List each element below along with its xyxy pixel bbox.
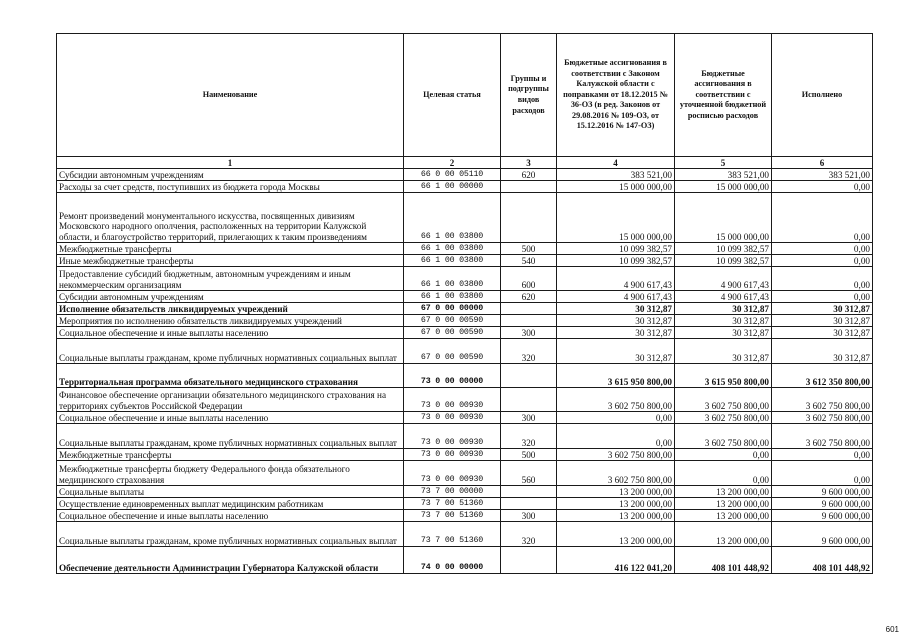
row-budget-law: 30 312,87 xyxy=(557,303,675,315)
row-expense-group xyxy=(501,388,557,412)
row-executed: 0,00 xyxy=(772,181,873,193)
row-executed: 0,00 xyxy=(772,193,873,243)
row-name: Мероприятия по исполнению обязательств ликвидируемых учреждений xyxy=(57,315,404,327)
row-expense-group xyxy=(501,193,557,243)
row-target-code: 67 0 00 00590 xyxy=(404,327,501,339)
row-budget-list: 3 615 950 800,00 xyxy=(675,364,772,388)
row-name: Межбюджетные трансферты xyxy=(57,243,404,255)
row-expense-group xyxy=(501,486,557,498)
column-number: 1 xyxy=(57,157,404,169)
row-expense-group: 500 xyxy=(501,243,557,255)
row-executed: 3 602 750 800,00 xyxy=(772,424,873,449)
row-budget-law: 13 200 000,00 xyxy=(557,498,675,510)
row-expense-group: 600 xyxy=(501,267,557,291)
row-budget-law: 30 312,87 xyxy=(557,327,675,339)
row-executed: 3 612 350 800,00 xyxy=(772,364,873,388)
row-name: Ремонт произведений монументального искусства, посвященных дивизиям Московского народного ополчения, расположенных на территории Калужской области, и благоустройство территорий, прилегающих к таким произведениям xyxy=(57,193,404,243)
row-expense-group xyxy=(501,547,557,574)
row-name: Межбюджетные трансферты бюджету Федерального фонда обязательного медицинского страхования xyxy=(57,461,404,486)
row-budget-law: 10 099 382,57 xyxy=(557,243,675,255)
row-name: Финансовое обеспечение организации обязательного медицинского страхования на территориях субъектов Российской Федерации xyxy=(57,388,404,412)
row-target-code: 73 0 00 00000 xyxy=(404,364,501,388)
header-budget-list: Бюджетные ассигнования в соответствии с уточненной бюджетной росписью расходов xyxy=(675,34,772,157)
row-target-code: 66 1 00 03800 xyxy=(404,243,501,255)
row-target-code: 73 7 00 51360 xyxy=(404,510,501,522)
row-executed: 9 600 000,00 xyxy=(772,510,873,522)
row-budget-law: 3 602 750 800,00 xyxy=(557,461,675,486)
row-budget-law: 0,00 xyxy=(557,424,675,449)
row-name: Социальное обеспечение и иные выплаты населению xyxy=(57,510,404,522)
row-budget-law: 4 900 617,43 xyxy=(557,267,675,291)
row-target-code: 73 0 00 00930 xyxy=(404,412,501,424)
table-row xyxy=(57,498,873,510)
row-executed: 383 521,00 xyxy=(772,169,873,181)
row-budget-list: 3 602 750 800,00 xyxy=(675,412,772,424)
row-target-code: 73 0 00 00930 xyxy=(404,449,501,461)
header-groups: Группы и подгруппы видов расходов xyxy=(501,34,557,157)
row-target-code: 66 1 00 03800 xyxy=(404,255,501,267)
row-budget-list: 0,00 xyxy=(675,449,772,461)
table-row xyxy=(57,547,873,574)
row-target-code: 73 7 00 51360 xyxy=(404,522,501,547)
row-executed: 30 312,87 xyxy=(772,315,873,327)
row-budget-list: 15 000 000,00 xyxy=(675,181,772,193)
row-budget-law: 3 615 950 800,00 xyxy=(557,364,675,388)
row-budget-law: 30 312,87 xyxy=(557,315,675,327)
row-executed: 3 602 750 800,00 xyxy=(772,412,873,424)
row-budget-law: 30 312,87 xyxy=(557,339,675,364)
row-budget-law: 15 000 000,00 xyxy=(557,193,675,243)
table-row xyxy=(57,461,873,486)
row-target-code: 67 0 00 00000 xyxy=(404,303,501,315)
table-header xyxy=(57,34,873,169)
row-budget-list: 13 200 000,00 xyxy=(675,486,772,498)
column-number: 6 xyxy=(772,157,873,169)
row-budget-law: 15 000 000,00 xyxy=(557,181,675,193)
table-row xyxy=(57,364,873,388)
row-budget-law: 0,00 xyxy=(557,412,675,424)
row-budget-law: 13 200 000,00 xyxy=(557,486,675,498)
row-executed: 0,00 xyxy=(772,461,873,486)
row-name: Территориальная программа обязательного медицинского страхования xyxy=(57,364,404,388)
row-name: Иные межбюджетные трансферты xyxy=(57,255,404,267)
row-name: Социальные выплаты гражданам, кроме публичных нормативных социальных выплат xyxy=(57,339,404,364)
row-budget-list: 383 521,00 xyxy=(675,169,772,181)
table-row xyxy=(57,510,873,522)
table-row xyxy=(57,291,873,303)
table-row xyxy=(57,424,873,449)
row-expense-group: 300 xyxy=(501,412,557,424)
row-budget-list: 13 200 000,00 xyxy=(675,510,772,522)
row-budget-law: 3 602 750 800,00 xyxy=(557,388,675,412)
row-target-code: 66 1 00 00000 xyxy=(404,181,501,193)
row-name: Исполнение обязательств ликвидируемых учреждений xyxy=(57,303,404,315)
row-target-code: 74 0 00 00000 xyxy=(404,547,501,574)
row-executed: 0,00 xyxy=(772,449,873,461)
row-budget-list: 4 900 617,43 xyxy=(675,291,772,303)
row-budget-list: 30 312,87 xyxy=(675,303,772,315)
row-target-code: 73 0 00 00930 xyxy=(404,424,501,449)
row-name: Субсидии автономным учреждениям xyxy=(57,169,404,181)
row-target-code: 73 0 00 00930 xyxy=(404,388,501,412)
row-expense-group: 540 xyxy=(501,255,557,267)
table-row xyxy=(57,486,873,498)
row-name: Социальные выплаты гражданам, кроме публичных нормативных социальных выплат xyxy=(57,522,404,547)
row-budget-list: 13 200 000,00 xyxy=(675,498,772,510)
row-executed: 9 600 000,00 xyxy=(772,498,873,510)
row-expense-group xyxy=(501,498,557,510)
row-budget-list: 10 099 382,57 xyxy=(675,255,772,267)
row-name: Расходы за счет средств, поступивших из бюджета города Москвы xyxy=(57,181,404,193)
table-row xyxy=(57,255,873,267)
row-name: Осуществление единовременных выплат медицинским работникам xyxy=(57,498,404,510)
row-name: Социальное обеспечение и иные выплаты населению xyxy=(57,327,404,339)
row-name: Субсидии автономным учреждениям xyxy=(57,291,404,303)
row-expense-group: 300 xyxy=(501,510,557,522)
table-row xyxy=(57,522,873,547)
row-expense-group: 560 xyxy=(501,461,557,486)
row-target-code: 66 1 00 03800 xyxy=(404,267,501,291)
row-expense-group: 620 xyxy=(501,291,557,303)
row-budget-list: 30 312,87 xyxy=(675,327,772,339)
row-expense-group xyxy=(501,181,557,193)
row-executed: 9 600 000,00 xyxy=(772,522,873,547)
row-name: Межбюджетные трансферты xyxy=(57,449,404,461)
row-budget-law: 13 200 000,00 xyxy=(557,522,675,547)
row-name: Обеспечение деятельности Администрации Губернатора Калужской области xyxy=(57,547,404,574)
row-expense-group xyxy=(501,315,557,327)
row-executed: 0,00 xyxy=(772,291,873,303)
row-budget-list: 10 099 382,57 xyxy=(675,243,772,255)
column-number: 5 xyxy=(675,157,772,169)
row-budget-law: 383 521,00 xyxy=(557,169,675,181)
row-name: Социальные выплаты xyxy=(57,486,404,498)
column-number: 4 xyxy=(557,157,675,169)
table-body xyxy=(57,169,873,574)
row-target-code: 73 7 00 51360 xyxy=(404,498,501,510)
row-expense-group: 300 xyxy=(501,327,557,339)
row-expense-group: 500 xyxy=(501,449,557,461)
row-target-code: 66 1 00 03800 xyxy=(404,291,501,303)
row-budget-law: 416 122 041,20 xyxy=(557,547,675,574)
row-budget-list: 30 312,87 xyxy=(675,339,772,364)
row-budget-list: 30 312,87 xyxy=(675,315,772,327)
column-number: 2 xyxy=(404,157,501,169)
table-row xyxy=(57,388,873,412)
row-budget-list: 408 101 448,92 xyxy=(675,547,772,574)
header-budget-law: Бюджетные ассигнования в соответствии с Законом Калужской области с поправками от 18.12.2015 № 36-ОЗ (в ред. Законов от 29.08.2016 № 109-ОЗ, от 15.12.2016 № 147-ОЗ) xyxy=(557,34,675,157)
row-budget-list: 3 602 750 800,00 xyxy=(675,424,772,449)
header-executed: Исполнено xyxy=(772,34,873,157)
header-name: Наименование xyxy=(57,34,404,157)
table-row xyxy=(57,449,873,461)
header-target: Целевая статья xyxy=(404,34,501,157)
row-expense-group: 620 xyxy=(501,169,557,181)
table-row xyxy=(57,243,873,255)
table-row xyxy=(57,169,873,181)
row-target-code: 73 0 00 00930 xyxy=(404,461,501,486)
row-executed: 0,00 xyxy=(772,255,873,267)
table-row xyxy=(57,315,873,327)
row-executed: 0,00 xyxy=(772,267,873,291)
row-executed: 408 101 448,92 xyxy=(772,547,873,574)
table-row xyxy=(57,412,873,424)
row-budget-list: 0,00 xyxy=(675,461,772,486)
row-expense-group xyxy=(501,364,557,388)
table-row xyxy=(57,193,873,243)
row-expense-group xyxy=(501,303,557,315)
table-row xyxy=(57,267,873,291)
row-name: Социальное обеспечение и иные выплаты населению xyxy=(57,412,404,424)
row-budget-law: 4 900 617,43 xyxy=(557,291,675,303)
row-executed: 9 600 000,00 xyxy=(772,486,873,498)
row-target-code: 66 1 00 03800 xyxy=(404,193,501,243)
row-target-code: 66 0 00 05110 xyxy=(404,169,501,181)
budget-table xyxy=(56,33,873,574)
row-target-code: 67 0 00 00590 xyxy=(404,315,501,327)
page-number: 601 xyxy=(885,625,899,634)
row-budget-law: 3 602 750 800,00 xyxy=(557,449,675,461)
table-row xyxy=(57,327,873,339)
column-number: 3 xyxy=(501,157,557,169)
table-row xyxy=(57,181,873,193)
row-executed: 30 312,87 xyxy=(772,339,873,364)
table-row xyxy=(57,303,873,315)
row-expense-group: 320 xyxy=(501,522,557,547)
row-budget-list: 15 000 000,00 xyxy=(675,193,772,243)
row-target-code: 73 7 00 00000 xyxy=(404,486,501,498)
row-target-code: 67 0 00 00590 xyxy=(404,339,501,364)
row-expense-group: 320 xyxy=(501,339,557,364)
row-name: Социальные выплаты гражданам, кроме публичных нормативных социальных выплат xyxy=(57,424,404,449)
row-budget-law: 10 099 382,57 xyxy=(557,255,675,267)
row-name: Предоставление субсидий бюджетным, автономным учреждениям и иным некоммерческим организациям xyxy=(57,267,404,291)
row-budget-list: 4 900 617,43 xyxy=(675,267,772,291)
row-expense-group: 320 xyxy=(501,424,557,449)
row-executed: 3 602 750 800,00 xyxy=(772,388,873,412)
row-budget-list: 3 602 750 800,00 xyxy=(675,388,772,412)
row-executed: 30 312,87 xyxy=(772,303,873,315)
row-executed: 30 312,87 xyxy=(772,327,873,339)
table-row xyxy=(57,339,873,364)
row-budget-list: 13 200 000,00 xyxy=(675,522,772,547)
row-executed: 0,00 xyxy=(772,243,873,255)
row-budget-law: 13 200 000,00 xyxy=(557,510,675,522)
